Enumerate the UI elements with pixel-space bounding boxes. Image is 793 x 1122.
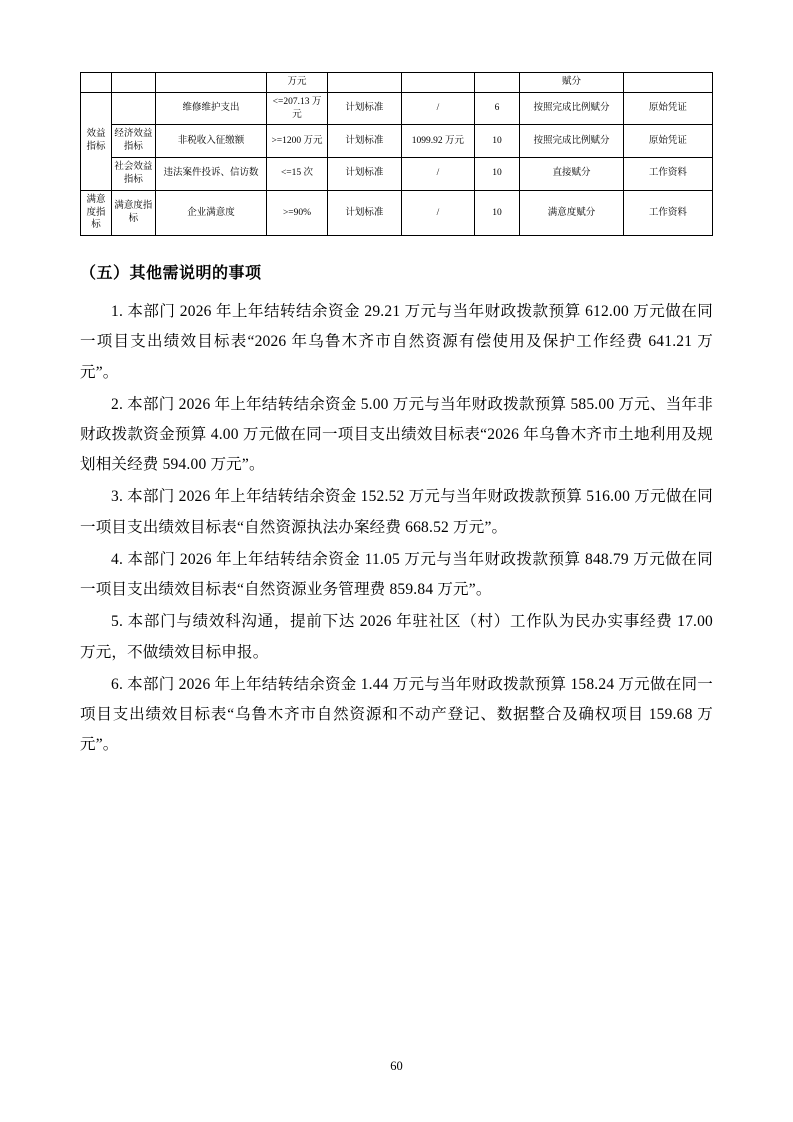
table-row <box>81 73 713 93</box>
table-row <box>81 190 713 235</box>
cell-indicator-score: 10 <box>474 190 520 235</box>
cell-indicator-source: 原始凭证 <box>623 92 712 125</box>
cell-unit: 万元 <box>267 73 327 93</box>
cell-indicator-source: 原始凭证 <box>623 125 712 158</box>
table-row <box>81 158 713 191</box>
cell-indicator-value: <=15 次 <box>267 158 327 191</box>
cell-subcategory-blank <box>112 73 156 93</box>
cell-indicator-rule: 直接赋分 <box>520 158 624 191</box>
cell-nature-blank <box>327 73 402 93</box>
cell-indicator-actual: / <box>402 190 475 235</box>
cell-indicator-rule: 按照完成比例赋分 <box>520 92 624 125</box>
cell-indicator-nature: 计划标准 <box>327 92 402 125</box>
paragraph-6: 6. 本部门 2026 年上年结转结余资金 1.44 万元与当年财政拨款预算 158.24 万元做在同一项目支出绩效目标表“乌鲁木齐市自然资源和不动产登记、数据整合及确权项目 159.68 万元”。 <box>80 675 713 754</box>
cell-indicator-score: 10 <box>474 158 520 191</box>
cell-indicator-score: 10 <box>474 125 520 158</box>
cell-indicator-nature: 计划标准 <box>327 158 402 191</box>
paragraph-5: 5. 本部门与绩效科沟通，提前下达 2026 年驻社区（村）工作队为民办实事经费 17.00 万元，不做绩效目标申报。 <box>80 613 713 661</box>
cell-indicator-name: 违法案件投诉、信访数 <box>155 158 267 191</box>
paragraph-1: 1. 本部门 2026 年上年结转结余资金 29.21 万元与当年财政拨款预算 612.00 万元做在同一项目支出绩效目标表“2026 年乌鲁木齐市自然资源有偿使用及保护工作经费 641.21 万元”。 <box>80 303 713 381</box>
cell-indicator-name: 企业满意度 <box>155 190 267 235</box>
cell-indicator-rule: 按照完成比例赋分 <box>520 125 624 158</box>
cell-indicator-name: 维修维护支出 <box>155 92 267 125</box>
cell-indicator-actual: / <box>402 158 475 191</box>
cell-name-blank <box>155 73 267 93</box>
cell-subcategory-satisfaction: 满意度指标 <box>112 190 156 235</box>
cell-indicator-actual: 1099.92 万元 <box>402 125 475 158</box>
cell-subcategory-social: 社会效益指标 <box>112 158 156 191</box>
cell-indicator-value: >=1200 万元 <box>267 125 327 158</box>
cell-indicator-actual: / <box>402 92 475 125</box>
cell-category-satisfaction: 满意度指标 <box>81 190 112 235</box>
cell-indicator-rule: 满意度赋分 <box>520 190 624 235</box>
cell-indicator-value: >=90% <box>267 190 327 235</box>
cell-subcategory-blank-2 <box>112 92 156 125</box>
cell-indicator-name: 非税收入征缴额 <box>155 125 267 158</box>
cell-indicator-score: 6 <box>474 92 520 125</box>
cell-indicator-source: 工作资料 <box>623 158 712 191</box>
cell-category-blank <box>81 73 112 93</box>
cell-indicator-nature: 计划标准 <box>327 125 402 158</box>
cell-actual-blank <box>402 73 475 93</box>
table-row <box>81 92 713 125</box>
paragraph-2: 2. 本部门 2026 年上年结转结余资金 5.00 万元与当年财政拨款预算 585.00 万元、当年非财政拨款资金预算 4.00 万元做在同一项目支出绩效目标表“2026 年乌鲁木齐市土地利用及规划相关经费 594.00 万元”。 <box>80 395 713 474</box>
paragraph-4: 4. 本部门 2026 年上年结转结余资金 11.05 万元与当年财政拨款预算 848.79 万元做在同一项目支出绩效目标表“自然资源业务管理费 859.84 万元”。 <box>80 550 713 599</box>
cell-indicator-source: 工作资料 <box>623 190 712 235</box>
cell-source-blank <box>623 73 712 93</box>
cell-rule-header: 赋分 <box>520 73 624 93</box>
cell-category-benefit: 效益指标 <box>81 92 112 190</box>
table-row <box>81 125 713 158</box>
cell-indicator-nature: 计划标准 <box>327 190 402 235</box>
cell-indicator-value: <=207.13 万元 <box>267 92 327 125</box>
section-heading: （五）其他需说明的事项 <box>80 265 262 283</box>
cell-subcategory-economic: 经济效益指标 <box>112 125 156 158</box>
paragraph-3: 3. 本部门 2026 年上年结转结余资金 152.52 万元与当年财政拨款预算 516.00 万元做在同一项目支出绩效目标表“自然资源执法办案经费 668.52 万元”。 <box>80 488 713 536</box>
cell-score-blank <box>474 73 520 93</box>
performance-indicator-table <box>80 72 713 236</box>
page-number: 60 <box>390 1059 403 1073</box>
